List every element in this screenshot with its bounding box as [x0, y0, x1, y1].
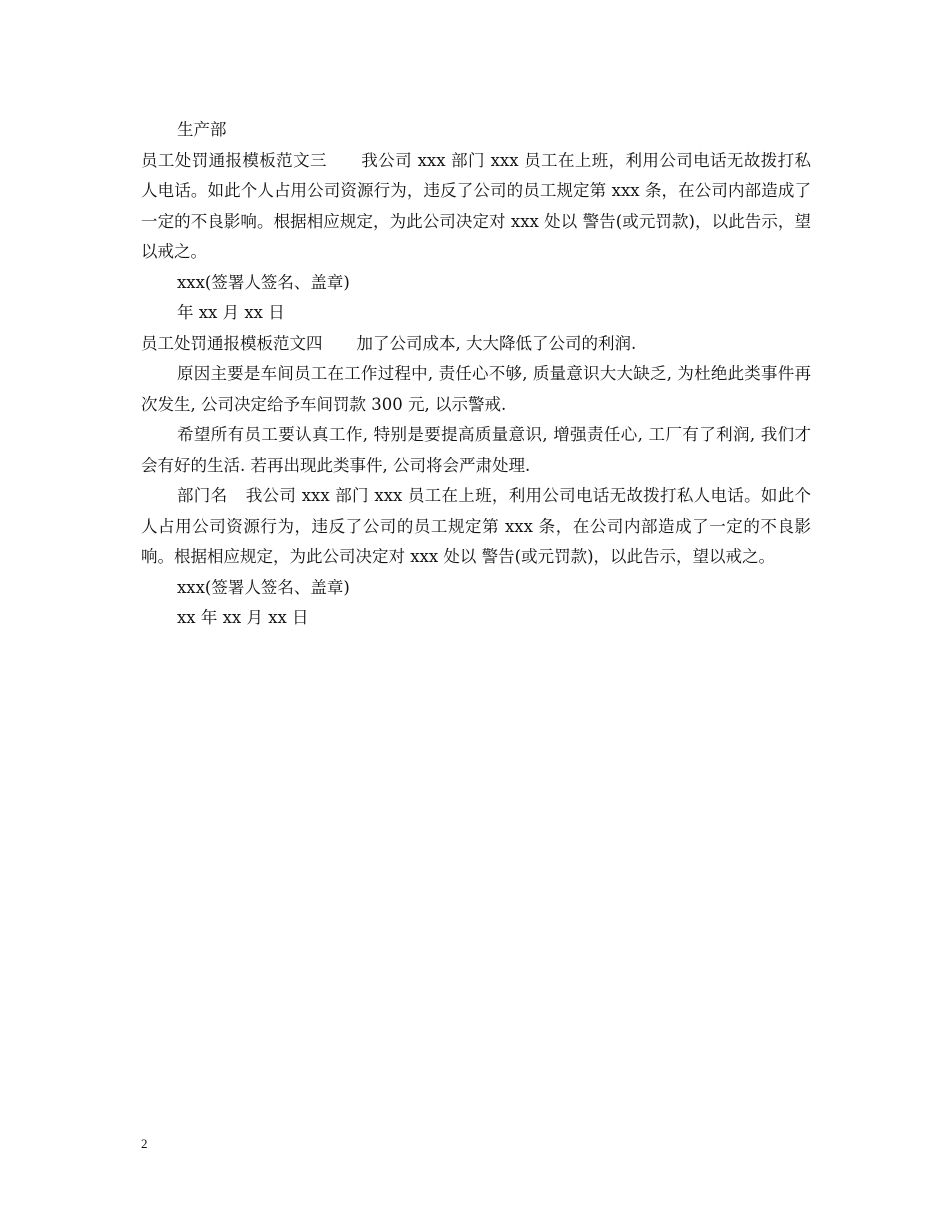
template-four-body: 加了公司成本, 大大降低了公司的利润.: [356, 333, 637, 353]
second-date-text: xx 年 xx 月 xx 日: [177, 608, 309, 627]
department-signature: [141, 115, 811, 146]
template-four-paragraph: [141, 329, 811, 360]
second-signatory-text: xxx(签署人签名、盖章): [177, 577, 350, 597]
template-three-paragraph: [141, 146, 811, 268]
date-line: [141, 298, 811, 329]
second-date-line: [141, 603, 811, 634]
department-notice-paragraph: [141, 481, 811, 573]
template-three-heading: 员工处罚通报模板范文三: [141, 150, 327, 170]
department-name-label: 部门名: [177, 486, 228, 505]
department-notice-body: 我公司 xxx 部门 xxx 员工在上班，利用公司电话无故拨打私人电话。如此个人占用公司资源行为，违反了公司的员工规定第 xxx 条，在公司内部造成了一定的不良影响。根据相应规定，为此公司决定对 xxx 处以 警告(或元罚款)，以此告示，望以戒之。: [141, 486, 812, 566]
signatory-line: [141, 268, 811, 299]
second-signatory-line: [141, 573, 811, 604]
reason-text: 原因主要是车间员工在工作过程中, 责任心不够, 质量意识大大缺乏, 为杜绝此类事件再次发生, 公司决定给予车间罚款 300 元, 以示警戒.: [141, 364, 811, 414]
document-body: [141, 115, 811, 634]
template-three-body: 我公司 xxx 部门 xxx 员工在上班，利用公司电话无故拨打私人电话。如此个人占用公司资源行为，违反了公司的员工规定第 xxx 条，在公司内部造成了一定的不良影响。根据相应规定，为此公司决定对 xxx 处以 警告(或元罚款)，以此告示，望以戒之。: [141, 150, 812, 261]
signatory-text: xxx(签署人签名、盖章): [177, 272, 350, 292]
department-text: 生产部: [177, 120, 227, 139]
reason-paragraph: [141, 359, 811, 420]
hope-text: 希望所有员工要认真工作, 特别是要提高质量意识, 增强责任心, 工厂有了利润, 我们才会有好的生活. 若再出现此类事件, 公司将会严肃处理.: [141, 425, 811, 475]
date-text: 年 xx 月 xx 日: [177, 303, 285, 322]
page-number: 2: [141, 1136, 148, 1151]
template-four-heading: 员工处罚通报模板范文四: [141, 333, 323, 353]
hope-paragraph: [141, 420, 811, 481]
